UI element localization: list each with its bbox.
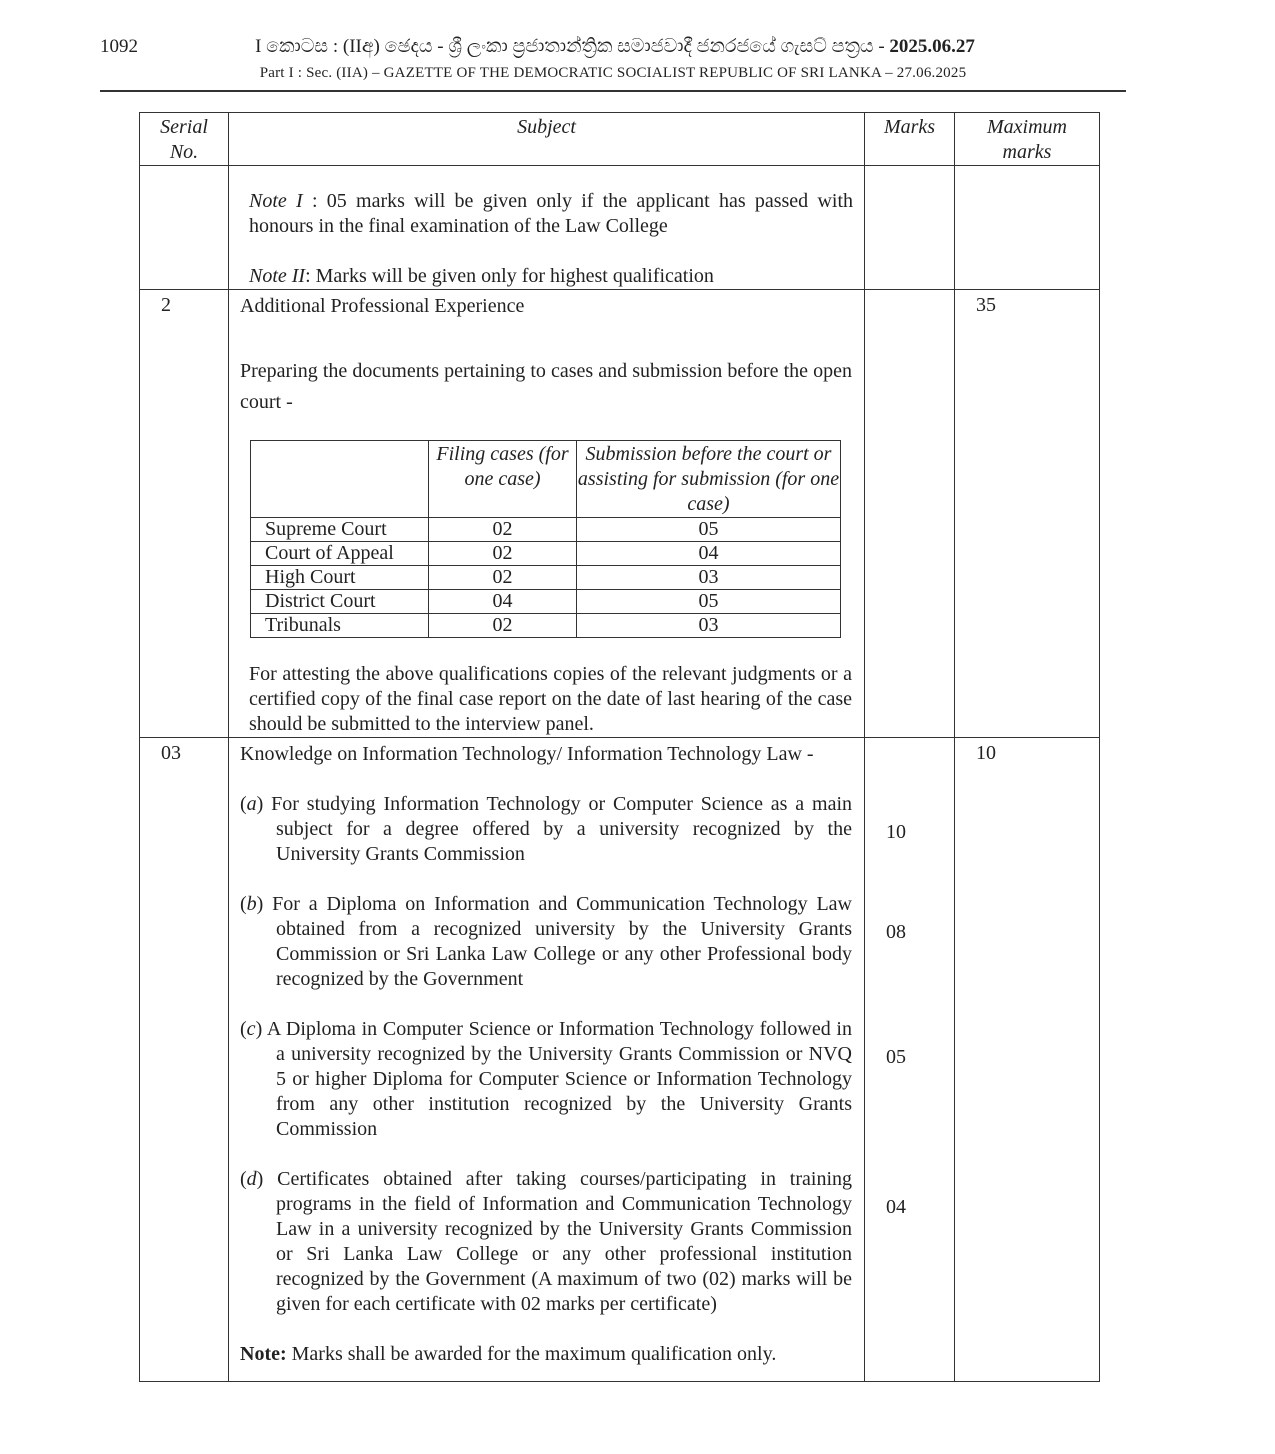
- note-2: Note II: Marks will be given only for highest qualification: [249, 265, 714, 287]
- it-item-marks: 04: [886, 1196, 906, 1218]
- it-item-marks: 10: [886, 821, 906, 843]
- header-serial: Serial No.: [140, 113, 229, 166]
- court-filing: 02: [429, 614, 577, 638]
- marks-table: [139, 112, 1100, 1382]
- header-rule: [100, 90, 1126, 92]
- serial-2: 2: [140, 290, 229, 738]
- it-qualification-item: (a) For studying Information Technology or Computer Science as a main subject for a degree offered by a university recognized by the University Grants Commission: [240, 793, 852, 865]
- row2-intro: Preparing the documents pertaining to cases and submission before the open court -: [240, 360, 852, 413]
- it-item-marks: 05: [886, 1046, 906, 1068]
- court-name: Court of Appeal: [251, 542, 429, 566]
- row2-attest: For attesting the above qualifications copies of the relevant judgments or a certified copy of the final case report on the date of last hearing of the case should be submitted to the interview panel.: [249, 663, 852, 735]
- court-name: Supreme Court: [251, 518, 429, 542]
- table-row-notes: [140, 166, 1100, 290]
- court-filing: 02: [429, 542, 577, 566]
- court-filing: 02: [429, 518, 577, 542]
- gazette-header-sinhala: [0, 36, 1230, 58]
- it-qualification-item: (b) For a Diploma on Information and Communication Technology Law obtained from a recognized university by the University Grants Commission or Sri Lanka Law College or any other Professional body recognized by the Government: [240, 893, 852, 990]
- court-filing: 02: [429, 566, 577, 590]
- court-submission: 03: [577, 566, 841, 590]
- court-table-header: [251, 441, 841, 518]
- note-1: Note I : 05 marks will be given only if the applicant has passed with honours in the final examination of the Law College: [249, 190, 854, 237]
- row3-marks-column: [865, 738, 955, 1382]
- court-submission: 05: [577, 518, 841, 542]
- court-row: [251, 590, 841, 614]
- court-filing: 04: [429, 590, 577, 614]
- header-subject: Subject: [229, 113, 865, 166]
- court-submission: 04: [577, 542, 841, 566]
- it-qualification-item: (d) Certificates obtained after taking courses/participating in training programs in the field of Information and Communication Technology Law in a university recognized by the University Grants Commission or Sri Lanka Law College or any other professional institution recognized by the Government (A maximum of two (02) marks will be given for each certificate with 02 marks per certificate): [240, 1168, 852, 1315]
- header-max-marks: Maximum marks: [955, 113, 1100, 166]
- court-submission: 03: [577, 614, 841, 638]
- it-qualification-item: (c) A Diploma in Computer Science or Information Technology followed in a university recognized by the University Grants Commission or NVQ 5 or higher Diploma for Computer Science or Information Technology from any other institution recognized by the University Grants Commission: [240, 1018, 852, 1140]
- row3-title: Knowledge on Information Technology/ Information Technology Law -: [240, 743, 814, 765]
- header-date: 2025.06.27: [889, 36, 975, 57]
- court-marks-table: [250, 440, 841, 638]
- court-submission: 05: [577, 590, 841, 614]
- header-filing: Filing cases (for one case): [429, 441, 577, 518]
- table-header-row: [140, 113, 1100, 166]
- court-row: [251, 614, 841, 638]
- court-name: Tribunals: [251, 614, 429, 638]
- table-row-2: [140, 290, 1100, 738]
- max-marks-3: 10: [955, 738, 1100, 1382]
- header-marks: Marks: [865, 113, 955, 166]
- header-sinhala-text: I කොටස : (IIඅ) ඡෙදය - ශ්‍රී ලංකා ප්‍රජාතාන්ත්‍රික සමාජවාදී ජනරජයේ ගැසට් පත්‍රය -: [255, 36, 885, 57]
- row2-title: Additional Professional Experience: [240, 295, 525, 317]
- gazette-header-english: Part I : Sec. (IIA) – GAZETTE OF THE DEMOCRATIC SOCIALIST REPUBLIC OF SRI LANKA – 27.06.2025: [259, 65, 967, 81]
- row3-note: Note: Marks shall be awarded for the maximum qualification only.: [240, 1343, 777, 1365]
- court-row: [251, 566, 841, 590]
- court-row: [251, 542, 841, 566]
- court-row: [251, 518, 841, 542]
- serial-3: 03: [140, 738, 229, 1382]
- header-submission: Submission before the court or assisting for submission (for one case): [577, 441, 841, 518]
- max-marks-2: 35: [955, 290, 1100, 738]
- table-row-3: [140, 738, 1100, 1382]
- court-name: District Court: [251, 590, 429, 614]
- it-item-marks: 08: [886, 921, 906, 943]
- court-name: High Court: [251, 566, 429, 590]
- page-number: 1092: [100, 36, 138, 57]
